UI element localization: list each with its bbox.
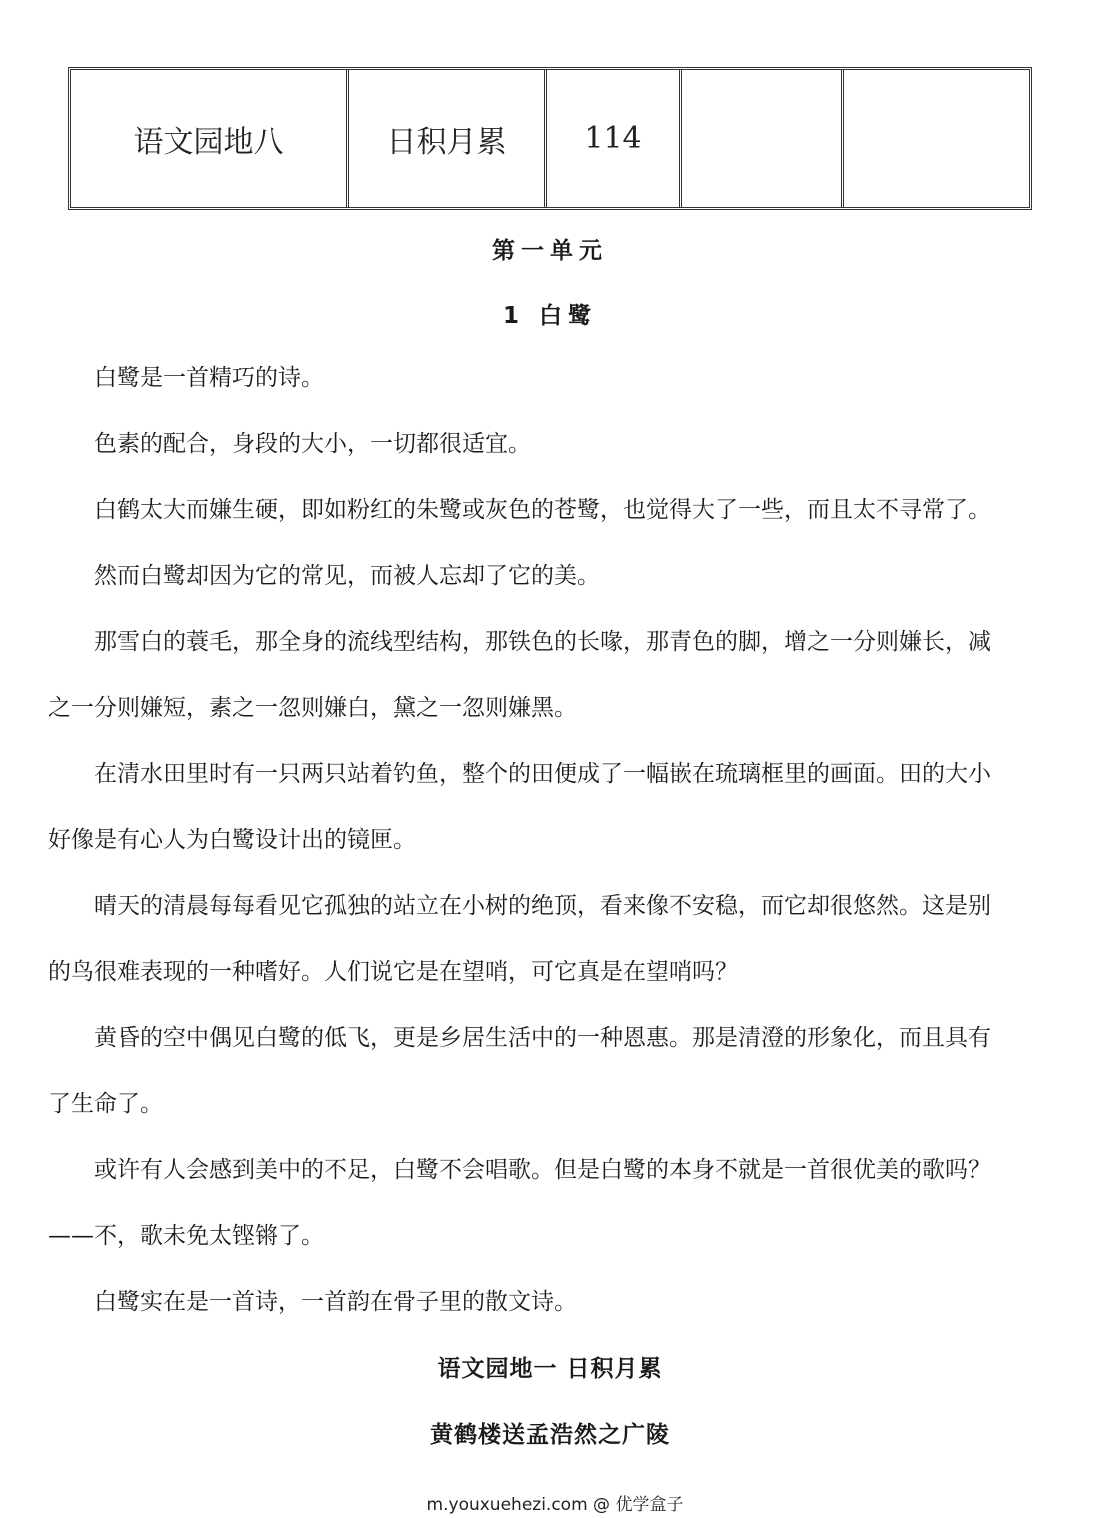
unit-title: 第一单元 [492, 238, 608, 264]
table-cell-empty [682, 70, 844, 207]
table-cell-section: 语文园地八 [71, 70, 349, 207]
paragraph-line: 晴天的清晨每每看见它孤独的站立在小树的绝顶，看来像不安稳，而它却很悠然。这是别 [94, 893, 991, 919]
table-cell-empty [844, 70, 1029, 207]
paragraph-line: 白鹤太大而嫌生硬，即如粉红的朱鹭或灰色的苍鹭，也觉得大了一些，而且太不寻常了。 [94, 497, 991, 523]
paragraph-line: 然而白鹭却因为它的常见，而被人忘却了它的美。 [94, 563, 600, 589]
lesson-title: 1 白鹭 [502, 303, 597, 329]
paragraph-line: 的鸟很难表现的一种嗜好。人们说它是在望哨，可它真是在望哨吗？ [48, 959, 738, 985]
paragraph [48, 873, 1058, 1005]
table-row [71, 70, 1029, 207]
paragraph [48, 1005, 1058, 1137]
paragraph [48, 1269, 1058, 1335]
paragraph-line: 那雪白的蓑毛，那全身的流线型结构，那铁色的长喙，那青色的脚，增之一分则嫌长，减 [94, 629, 991, 655]
paragraph [48, 1137, 1058, 1269]
paragraph-line: 了生命了。 [48, 1091, 163, 1117]
toc-table [68, 67, 1032, 210]
paragraph [48, 477, 1058, 543]
section-title: 语文园地一 日积月累 [437, 1356, 663, 1382]
paragraph-line: 白鹭实在是一首诗，一首韵在骨子里的散文诗。 [94, 1289, 577, 1315]
paragraph-line: 之一分则嫌短，素之一忽则嫌白，黛之一忽则嫌黑。 [48, 695, 577, 721]
paragraph-line: 好像是有心人为白鹭设计出的镜匣。 [48, 827, 416, 853]
paragraph-line: ——不，歌未免太铿锵了。 [48, 1223, 324, 1249]
table-cell-topic: 日积月累 [349, 70, 547, 207]
paragraph-line: 白鹭是一首精巧的诗。 [94, 365, 324, 391]
paragraph [48, 411, 1058, 477]
table-cell-page: 114 [547, 70, 682, 207]
paragraph-line: 色素的配合，身段的大小，一切都很适宜。 [94, 431, 531, 457]
paragraph [48, 543, 1058, 609]
paragraph-line: 或许有人会感到美中的不足，白鹭不会唱歌。但是白鹭的本身不就是一首很优美的歌吗？ [94, 1157, 991, 1183]
paragraph-line: 在清水田里时有一只两只站着钓鱼，整个的田便成了一幅嵌在琉璃框里的画面。田的大小 [94, 761, 991, 787]
poem-title: 黄鹤楼送孟浩然之广陵 [430, 1422, 670, 1448]
paragraph [48, 345, 1058, 411]
paragraph-line: 黄昏的空中偶见白鹭的低飞，更是乡居生活中的一种恩惠。那是清澄的形象化，而且具有 [94, 1025, 991, 1051]
paragraph [48, 609, 1058, 741]
footer-watermark: m.youxuehezi.com @ 优学盒子 [426, 1495, 684, 1515]
paragraph [48, 741, 1058, 873]
